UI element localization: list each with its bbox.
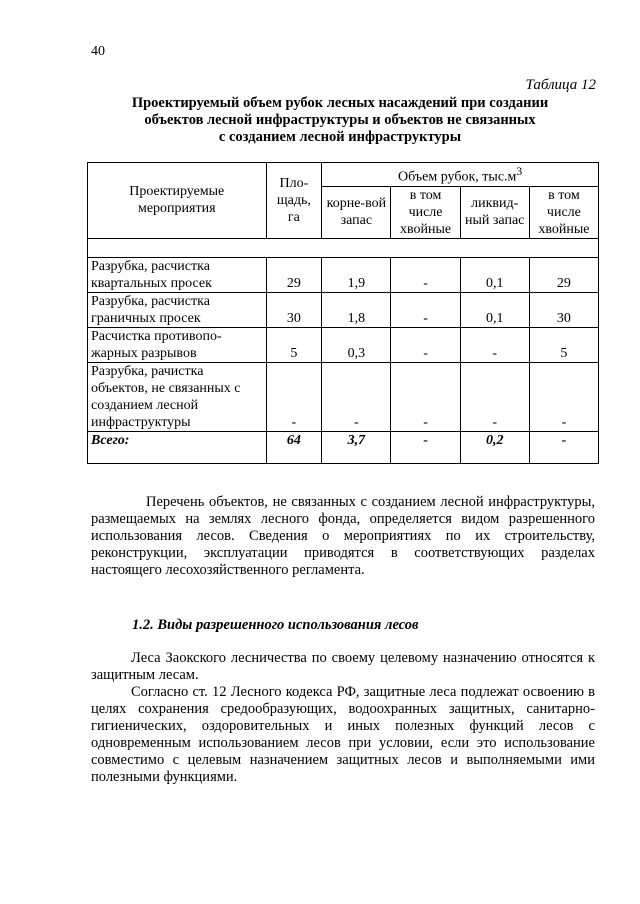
row-conifer-2: - <box>529 362 598 431</box>
row-name: Расчистка противопо-жарных разрывов <box>88 327 267 362</box>
table-title-line: с созданием лесной инфраструктуры <box>218 129 462 145</box>
row-area: 29 <box>266 257 322 292</box>
row-liquid-stock: - <box>460 362 529 431</box>
row-root-stock: 0,3 <box>322 327 391 362</box>
table-row <box>88 362 599 431</box>
row-root-stock: - <box>322 362 391 431</box>
header-volume <box>322 163 599 187</box>
total-label: Всего: <box>88 431 267 463</box>
page-number: 40 <box>91 44 105 59</box>
row-area: - <box>266 362 322 431</box>
row-liquid-stock: 0,1 <box>460 292 529 327</box>
row-conifer-2: 29 <box>529 257 598 292</box>
header-incl-conifer-2: в том числе хвойные <box>529 186 598 238</box>
header-liquid-stock: ликвид-ный запас <box>460 186 529 238</box>
table-title <box>110 95 570 146</box>
header-volume-label: Объем рубок, тыс.м <box>398 169 517 185</box>
total-liquid-stock: 0,2 <box>460 431 529 463</box>
row-area: 30 <box>266 292 322 327</box>
paragraph-objects: Перечень объектов, не связанных с созданием лесной инфраструктуры, размещаемых на землях лесного фонда, определяется видом разрешенного использования лесов. Сведения о мероприятиях по их строительству, реконструкции, эксплуатации приводятся в соответствующих разделах настоящего лесохозяйственного регламента. <box>91 494 595 578</box>
row-root-stock: 1,8 <box>322 292 391 327</box>
row-area: 5 <box>266 327 322 362</box>
section-heading: 1.2. Виды разрешенного использования лесов <box>132 617 419 633</box>
row-name: Разрубка, расчистка квартальных просек <box>88 257 267 292</box>
header-volume-sup: 3 <box>516 165 523 178</box>
header-incl-conifer-1: в том числе хвойные <box>391 186 460 238</box>
row-conifer-1: - <box>391 362 460 431</box>
paragraph-forest-code: Согласно ст. 12 Лесного кодекса РФ, защитные леса подлежат освоению в целях сохранения средообразующих, водоохранных защитных, санитарно-гигиенических, оздоровительных и иных полезных функций лесов с одновременным использованием лесов при условии, если это использование совместимо с целевым назначением защитных лесов и выполняемыми ими полезными функциями. <box>91 684 595 785</box>
total-conifer-2: - <box>529 431 598 463</box>
header-activities: Проектируемые мероприятия <box>88 163 267 239</box>
table-total-row <box>88 431 599 463</box>
total-conifer-1: - <box>391 431 460 463</box>
table-row <box>88 257 599 292</box>
row-liquid-stock: 0,1 <box>460 257 529 292</box>
row-conifer-2: 30 <box>529 292 598 327</box>
total-area: 64 <box>266 431 322 463</box>
felling-volume-table <box>87 162 599 464</box>
row-root-stock: 1,9 <box>322 257 391 292</box>
row-liquid-stock: - <box>460 327 529 362</box>
table-row <box>88 292 599 327</box>
paragraph-protective-forests: Леса Заокского лесничества по своему целевому назначению относятся к защитным лесам. <box>91 650 595 683</box>
row-conifer-1: - <box>391 327 460 362</box>
total-root-stock: 3,7 <box>322 431 391 463</box>
table-row <box>88 327 599 362</box>
row-conifer-2: 5 <box>529 327 598 362</box>
header-root-stock: корне-вой запас <box>322 186 391 238</box>
table-empty-row <box>88 238 599 257</box>
empty-cell <box>88 238 599 257</box>
row-name: Разрубка, рачистка объектов, не связанных с созданием лесной инфраструктуры <box>88 362 267 431</box>
row-conifer-1: - <box>391 257 460 292</box>
table-title-line: Проектируемый объем рубок лесных насаждений при создании <box>131 95 549 111</box>
row-name: Разрубка, расчистка граничных просек <box>88 292 267 327</box>
row-conifer-1: - <box>391 292 460 327</box>
table-label: Таблица 12 <box>525 77 596 93</box>
header-area: Пло-щадь, га <box>266 163 322 239</box>
table-title-line: объектов лесной инфраструктуры и объектов не связанных <box>144 112 536 128</box>
